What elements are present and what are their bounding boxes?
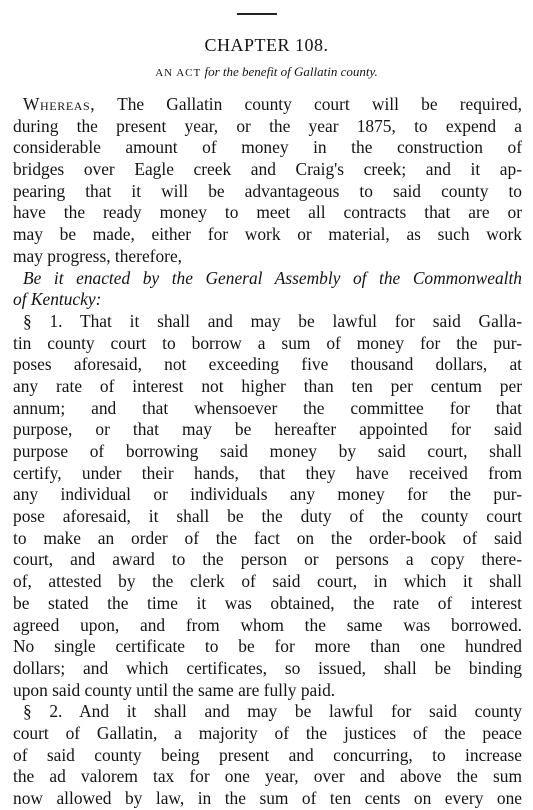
chapter-heading: CHAPTER 108. xyxy=(204,35,329,55)
section-2-start: § 2. And it shall and may be lawful for said county xyxy=(23,701,522,722)
act-title-lead: AN ACT xyxy=(155,67,202,79)
text-line: during the present year, or the year 1875, to expend a xyxy=(13,115,522,136)
text-line: now allowed by law, in the sum of ten cents on every one xyxy=(13,788,522,808)
text-line: annum; and that whensoever the committee for that xyxy=(13,397,522,418)
preamble-lead: Whereas, xyxy=(23,94,96,114)
text-line: any rate of interest not higher than ten per centum per xyxy=(13,375,522,396)
act-title xyxy=(0,64,533,81)
text-line: may progress, therefore, xyxy=(13,245,183,266)
enacting-clause-end: of Kentucky: xyxy=(13,289,102,310)
text-line: the ad valorem tax for one year, over and above the sum xyxy=(13,766,522,787)
text-line: No single certificate to be for more than one hundred xyxy=(13,636,522,657)
text-line-rest: The Gallatin county court will be required, xyxy=(95,94,522,114)
text-line: bridges over Eagle creek and Craig's creek; and it ap- xyxy=(13,159,522,180)
text-line: pearing that it will be advantageous to said county to xyxy=(13,180,522,201)
text-line: court of Gallatin, a majority of the justices of the peace xyxy=(13,722,522,743)
top-rule xyxy=(237,13,277,15)
enacting-clause: Be it enacted by the General Assembly of the Commonwealth xyxy=(23,267,522,288)
text-line: upon said county until the same are fully paid. xyxy=(13,679,336,700)
act-body xyxy=(13,94,522,810)
text-line: dollars; and which certificates, so issued, shall be binding xyxy=(13,657,522,678)
text-line: any individual or individuals any money for the pur- xyxy=(13,484,522,505)
text-line: of, attested by the clerk of said court, in which it shall xyxy=(13,571,522,592)
text-line: may be made, either for work or material, as such work xyxy=(13,224,522,245)
text-line: certify, under their hands, that they have received from xyxy=(13,462,522,483)
act-title-rest: for the benefit of Gallatin county. xyxy=(201,64,378,79)
text-line: purpose, or that may be hereafter appointed for said xyxy=(13,419,522,440)
text-line: of said county being present and concurring, to increase xyxy=(13,744,522,765)
text-line: have the ready money to meet all contracts that are or xyxy=(13,202,522,223)
text-line: to make an order of the fact on the order-book of said xyxy=(13,527,522,548)
text-line: tin county court to borrow a sum of money for the pur- xyxy=(13,332,522,353)
text-line: agreed upon, and from whom the same was borrowed. xyxy=(13,614,522,635)
text-line xyxy=(13,94,522,116)
text-line: poses aforesaid, not exceeding five thousand dollars, at xyxy=(13,354,522,375)
section-1-start: § 1. That it shall and may be lawful for said Galla- xyxy=(23,310,522,331)
text-line: court, and award to the person or persons a copy there- xyxy=(13,549,522,570)
text-line: be stated the time it was obtained, the rate of interest xyxy=(13,592,522,613)
text-line: considerable amount of money in the construction of xyxy=(13,137,522,158)
text-line: purpose of borrowing said money by said court, shall xyxy=(13,441,522,461)
text-line: pose aforesaid, it shall be the duty of the county court xyxy=(13,506,522,527)
